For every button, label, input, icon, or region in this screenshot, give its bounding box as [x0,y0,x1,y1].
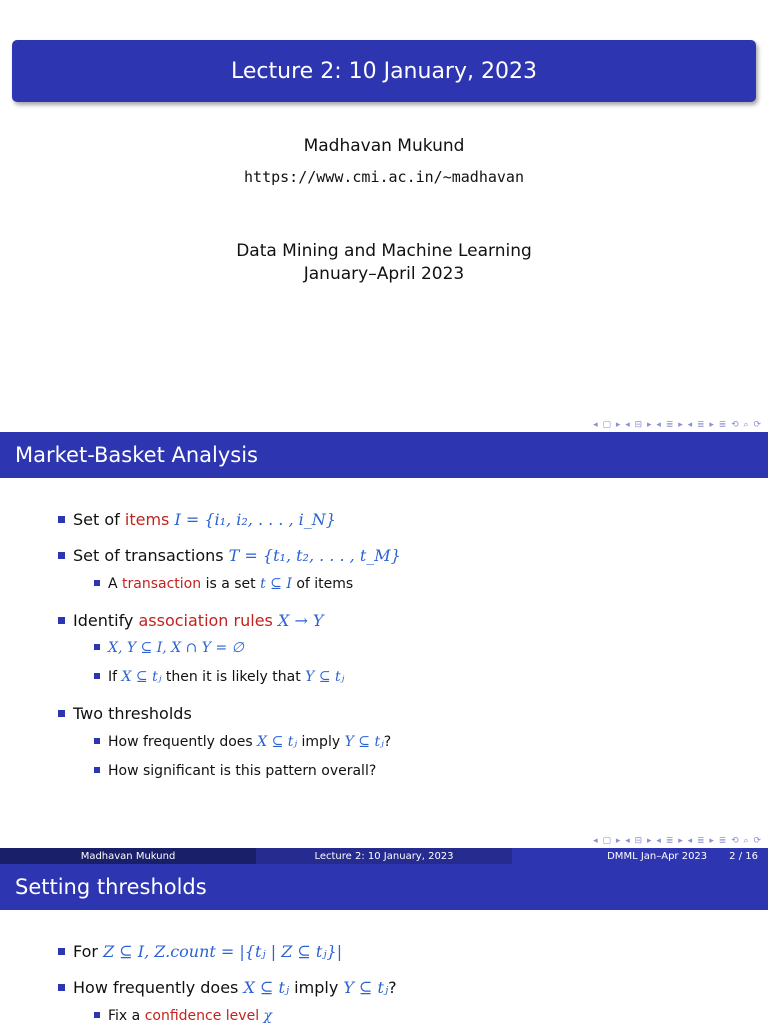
bullet-marker [94,1012,100,1018]
bullet-marker [58,617,65,624]
bullet-association-rules: Identify association rules X → Y [58,611,324,630]
author-name: Madhavan Mukund [303,136,465,156]
frame-title: Market-Basket Analysis [0,432,768,478]
sub-bullet-disjoint: X, Y ⊆ I, X ∩ Y = ∅ [94,640,244,656]
bullet-marker [58,948,65,955]
market-basket-slide [0,432,768,864]
footer-author: Madhavan Mukund [0,848,256,864]
bullet-marker [58,984,65,991]
bullet-marker [94,580,100,586]
author-url[interactable]: https://www.cmi.ac.in/~madhavan [244,168,524,186]
sub-bullet-confidence: Fix a confidence level χ [94,1008,272,1024]
bullet-marker [58,516,65,523]
bullet-marker [94,673,100,679]
sub-bullet-frequency: How frequently does X ⊆ tⱼ imply Y ⊆ tⱼ? [94,734,391,750]
course-term: January–April 2023 [303,264,465,284]
footer-course: DMML Jan–Apr 2023 2 / 16 [512,848,768,864]
lecture-title: Lecture 2: 10 January, 2023 [12,40,756,102]
bullet-count-def: For Z ⊆ I, Z.count = |{tⱼ | Z ⊆ tⱼ}| [58,942,342,961]
bullet-marker [94,767,100,773]
frame-title: Setting thresholds [0,864,768,910]
bullet-marker [58,552,65,559]
bullet-marker [94,644,100,650]
bullet-frequency: How frequently does X ⊆ tⱼ imply Y ⊆ tⱼ? [58,978,397,997]
navigation-controls[interactable]: ◂ ▢ ▸ ◂ ⊟ ▸ ◂ ≣ ▸ ◂ ≣ ▸ ≣ ⟲ ⌕ ⟳ [593,836,762,846]
footer-lecture: Lecture 2: 10 January, 2023 [256,848,512,864]
setting-thresholds-slide [0,864,768,1024]
navigation-controls[interactable]: ◂ ▢ ▸ ◂ ⊟ ▸ ◂ ≣ ▸ ◂ ≣ ▸ ≣ ⟲ ⌕ ⟳ [593,420,762,430]
title-slide [0,0,768,432]
sub-bullet-transaction-def: A transaction is a set t ⊆ I of items [94,576,353,592]
bullet-thresholds: Two thresholds [58,704,192,723]
slide-footer [0,848,768,864]
sub-bullet-significance: How significant is this pattern overall? [94,763,376,779]
bullet-items: Set of items I = {i₁, i₂, . . . , i_N} [58,510,336,529]
course-name: Data Mining and Machine Learning [236,241,532,261]
bullet-transactions: Set of transactions T = {t₁, t₂, . . . , t_M} [58,546,401,565]
bullet-marker [58,710,65,717]
page-number: 2 / 16 [729,850,758,862]
sub-bullet-likely: If X ⊆ tⱼ then it is likely that Y ⊆ tⱼ [94,669,344,685]
bullet-marker [94,738,100,744]
